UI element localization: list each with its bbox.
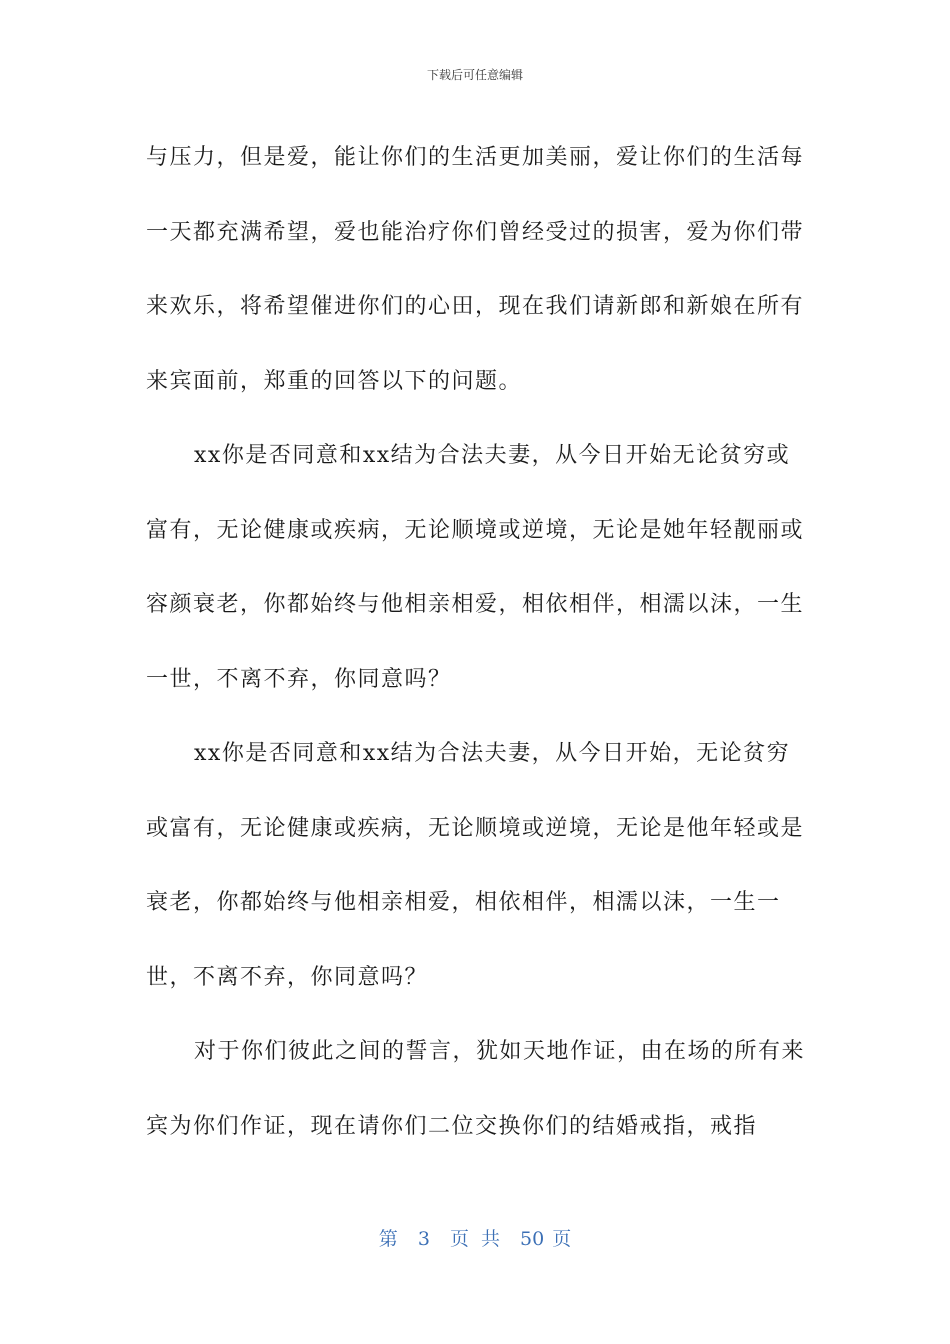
document-body — [146, 121, 810, 1164]
footer-total-pages: 50 — [520, 1228, 545, 1250]
page-header-note: 下载后可任意编辑 — [426, 68, 523, 82]
page-number-footer — [0, 1224, 950, 1251]
footer-suffix: 页 — [552, 1228, 572, 1250]
footer-page-number: 3 — [417, 1228, 430, 1250]
paragraph-groom-vow: xx你是否同意和xx结为合法夫妻，从今日开始无论贫穷或富有，无论健康或疾病，无论顺境或逆境，无论是她年轻靓丽或容颜衰老，你都始终与他相亲相爱，相依相伴，相濡以沫，一生一世，不离不弃，你同意吗？ — [146, 443, 805, 692]
paragraph-continuation: 与压力，但是爱，能让你们的生活更加美丽，爱让你们的生活每一天都充满希望，爱也能治疗你们曾经受过的损害，爱为你们带来欢乐，将希望催进你们的心田，现在我们请新郎和新娘在所有来宾面前，郑重的回答以下的问题。 — [146, 145, 805, 394]
paragraph-ring-exchange: 对于你们彼此之间的誓言，犹如天地作证，由在场的所有来宾为你们作证，现在请你们二位交换你们的结婚戒指，戒指 — [146, 1039, 806, 1139]
footer-middle: 页 共 — [449, 1228, 500, 1250]
footer-prefix: 第 — [378, 1228, 398, 1250]
paragraph-bride-vow: xx你是否同意和xx结为合法夫妻，从今日开始，无论贫穷或富有，无论健康或疾病，无论顺境或逆境，无论是他年轻或是衰老，你都始终与他相亲相爱，相依相伴，相濡以沫，一生一世，不离不弃，你同意吗？ — [146, 741, 805, 990]
